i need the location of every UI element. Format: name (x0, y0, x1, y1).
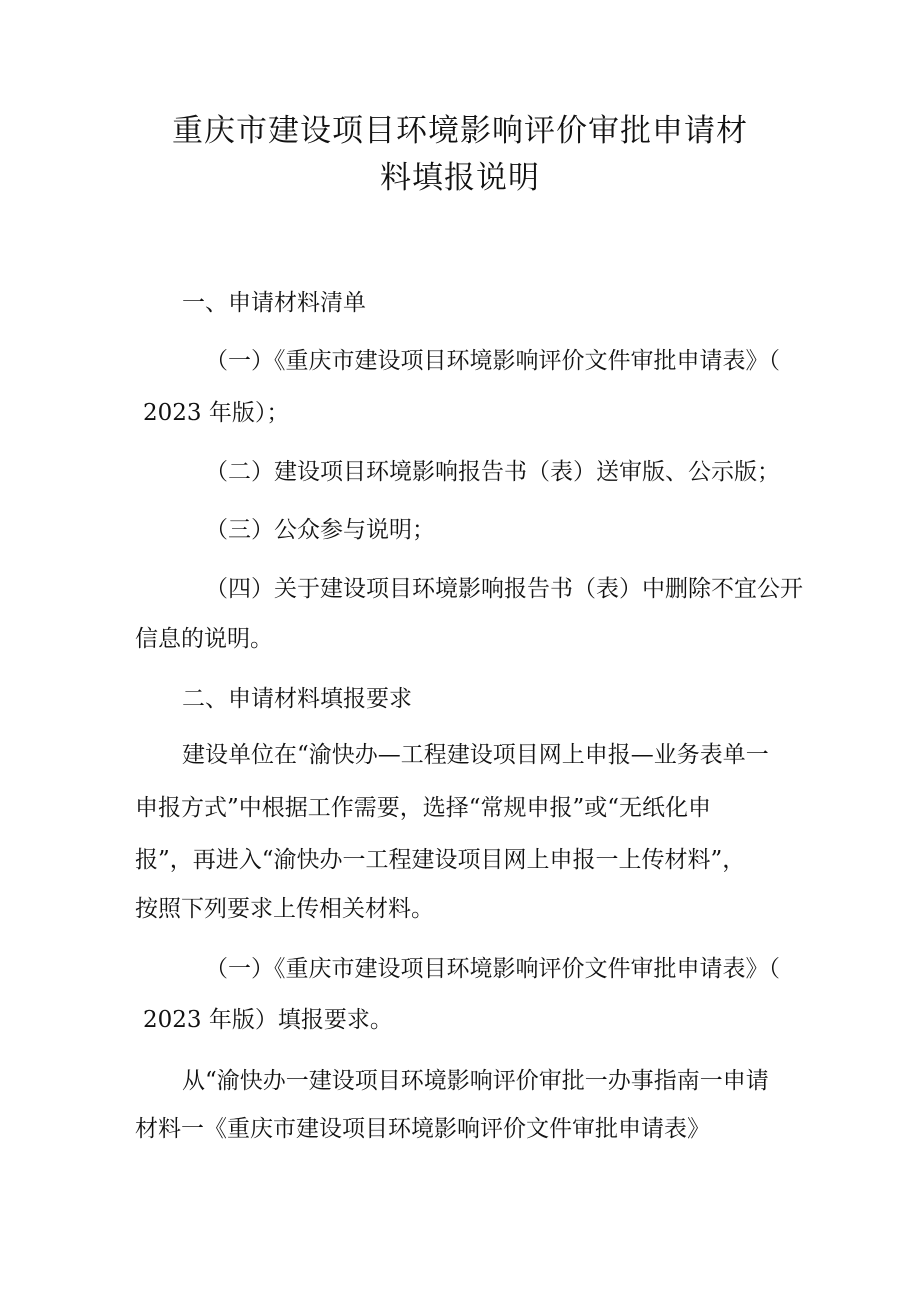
document-title-line-2: 料填报说明 (380, 160, 540, 196)
list-item-1-line-1: （一）《重庆市建设项目环境影响评价文件审批申请表》（ (205, 348, 780, 374)
list-item-3: （三）公众参与说明； (205, 517, 435, 543)
paragraph-2-line-1: 从“渝快办一建设项目环境影响评价审批一办事指南一申请 (182, 1068, 769, 1094)
list-item-4-line-1: （四）关于建设项目环境影响报告书（表）中删除不宜公开 (205, 576, 803, 602)
list-item-4-line-2: 信息的说明。 (135, 626, 273, 652)
list-item-2: （二）建设项目环境影响报告书（表）送审版、公示版； (205, 459, 780, 485)
document-title-line-1: 重庆市建设项目环境影响评价审批申请材 (172, 113, 748, 149)
subsection-1-line-1: （一）《重庆市建设项目环境影响评价文件审批申请表》（ (205, 956, 780, 982)
paragraph-2-line-2: 材料一《重庆市建设项目环境影响评价文件审批申请表》 (135, 1116, 710, 1142)
section-1-heading: 一、申请材料清单 (182, 290, 366, 316)
list-item-1-line-2: 2023 年版）； (143, 400, 290, 426)
subsection-1-line-2: 2023 年版）填报要求。 (143, 1007, 393, 1033)
paragraph-1-line-4: 按照下列要求上传相关材料。 (135, 896, 434, 922)
paragraph-1-line-1: 建设单位在“渝快办—工程建设项目网上申报—业务表单一 (182, 742, 769, 768)
paragraph-1-line-3: 报”，再进入“渝快办一工程建设项目网上申报一上传材料”， (135, 847, 746, 873)
section-2-heading: 二、申请材料填报要求 (182, 686, 412, 712)
paragraph-1-line-2: 申报方式”中根据工作需要，选择“常规申报”或“无纸化申 (135, 795, 712, 821)
